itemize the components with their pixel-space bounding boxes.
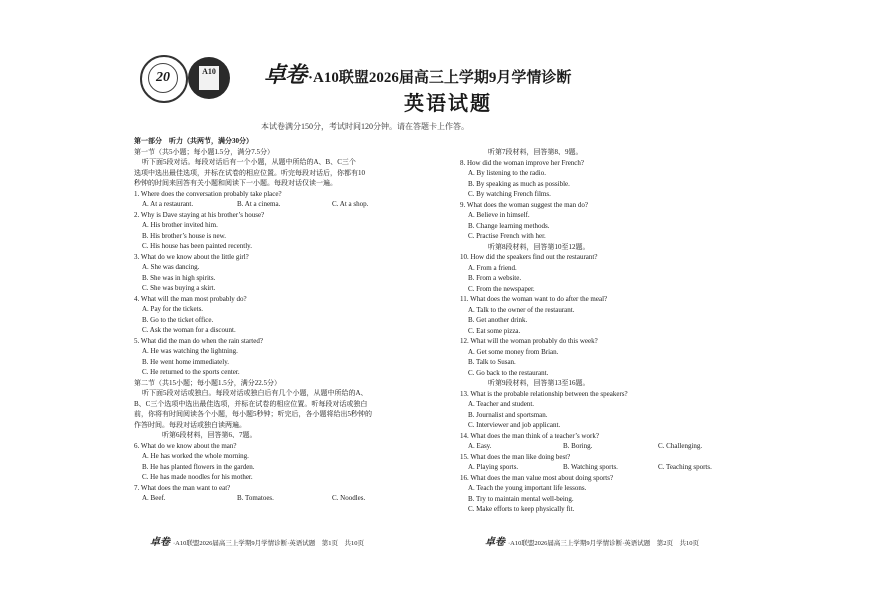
text-line: B. By speaking as much as possible. <box>468 179 570 188</box>
text-line: B. He went home immediately. <box>142 357 230 366</box>
option-text: C. Teaching sports. <box>658 463 712 471</box>
text-line: 12. What will the woman probably do this week? <box>460 337 598 345</box>
text-line: B. He has planted flowers in the garden. <box>142 462 255 471</box>
exam-title <box>264 58 571 89</box>
text-line: 10. How did the speakers find out the restaurant? <box>460 253 598 261</box>
text-line: B. Change learning methods. <box>468 221 550 230</box>
text-line: A. Pay for the tickets. <box>142 305 204 313</box>
text-line: A. She was dancing. <box>142 263 200 271</box>
brand-mark: 卓卷 <box>264 62 307 87</box>
option-text: A. At a restaurant. <box>142 200 194 208</box>
text-line: B、C三个选项中选出最佳选项，并标在试卷的相应位置。听每段对话或独白 <box>134 399 368 408</box>
text-line: A. Believe in himself. <box>468 211 530 219</box>
text-line: 13. What is the probable relationship between the speakers? <box>460 389 628 398</box>
text-line: 9. What does the woman suggest the man do? <box>460 200 588 209</box>
text-line: 第一部分 听力（共两节，满分30分） <box>134 137 253 145</box>
text-line: C. She was buying a skirt. <box>142 284 216 292</box>
footer-right <box>485 533 699 548</box>
text-line: C. Interviewer and job applicant. <box>468 421 561 429</box>
text-line <box>460 441 750 452</box>
exam-note: 本试卷满分150分，考试时间120分钟。请在答题卡上作答。 <box>261 122 469 131</box>
text-line: 2. Why is Dave staying at his brother’s house? <box>134 210 265 219</box>
left-column <box>134 136 434 504</box>
text-line: C. Make efforts to keep physically fit. <box>468 505 575 513</box>
text-line: B. Talk to Susan. <box>468 358 516 366</box>
text-line: 15. What does the man like doing best? <box>460 452 571 461</box>
text-line: B. She was in high spirits. <box>142 273 216 282</box>
option-text: A. Playing sports. <box>468 463 519 471</box>
option-text: A. Easy. <box>468 442 492 450</box>
exam-title-text: ·A10联盟2026届高三上学期9月学情诊断 <box>308 70 572 86</box>
text-line: C. He returned to the sports center. <box>142 368 240 376</box>
text-line: 8. How did the woman improve her French? <box>460 158 585 167</box>
text-line: 听下面5段对话。每段对话后有一个小题，从题中所给的A、B、C三个 <box>142 158 356 166</box>
text-line: 秒钟的时间来回答有关小题和阅读下一小题。每段对话仅读一遍。 <box>134 179 337 187</box>
text-line: 听下面5段对话或独白。每段对话或独白后有几个小题，从题中所给的A、 <box>142 389 368 397</box>
option-text: B. Watching sports. <box>563 463 618 471</box>
text-line: A. He was watching the lightning. <box>142 347 238 355</box>
text-line: 听第9段材料，回答第13至16题。 <box>488 379 590 387</box>
text-line: 3. What do we know about the little girl? <box>134 252 249 261</box>
option-text: B. Tomatoes. <box>237 494 274 502</box>
text-line: A. Talk to the owner of the restaurant. <box>468 305 575 314</box>
school-seal-logo <box>140 55 188 103</box>
text-line: 6. What do we know about the man? <box>134 441 237 450</box>
subject-title: 英语试题 <box>404 93 492 115</box>
text-line <box>134 199 434 210</box>
text-line: C. Practise French with her. <box>468 232 546 240</box>
footer-left <box>150 533 364 548</box>
option-text: A. Beef. <box>142 494 166 502</box>
text-line: A. By listening to the radio. <box>468 169 546 177</box>
text-line: C. Go back to the restaurant. <box>468 368 549 377</box>
text-line: 作答时间。每段对话或独白读两遍。 <box>134 420 246 429</box>
text-line: B. His brother’s house is new. <box>142 231 226 240</box>
text-line: 5. What did the man do when the rain started? <box>134 336 263 345</box>
text-line: 1. Where does the conversation probably take place? <box>134 189 282 198</box>
text-line: B. Try to maintain mental well-being. <box>468 494 574 503</box>
text-line: 第一节（共5小题；每小题1.5分，满分7.5分） <box>134 147 274 156</box>
footer-right-text: ·A10联盟2026届高三上学期9月学情诊断·英语试题 第2页 共10页 <box>508 540 700 547</box>
text-line: C. His house has been painted recently. <box>142 242 252 250</box>
text-line: C. By watching French films. <box>468 190 551 198</box>
footer-brand-mark: 卓卷 <box>150 537 170 548</box>
text-line: B. From a website. <box>468 274 522 282</box>
text-line: 前，你将有时间阅读各个小题，每小题5秒钟；听完后，各小题将给出5秒钟的 <box>134 410 372 418</box>
option-text: B. Boring. <box>563 442 593 450</box>
text-line: B. Go to the ticket office. <box>142 315 214 324</box>
text-line: A. His brother invited him. <box>142 221 218 229</box>
text-line: A. Teach the young important life lessons. <box>468 484 587 492</box>
text-line: 听第8段材料，回答第10至12题。 <box>488 242 590 251</box>
text-line: C. Ask the woman for a discount. <box>142 326 236 334</box>
option-text: C. Noodles. <box>332 494 366 502</box>
text-line <box>134 493 434 504</box>
text-line: C. He has made noodles for his mother. <box>142 473 253 481</box>
text-line <box>460 462 750 473</box>
text-line: 第二节（共15小题；每小题1.5分，满分22.5分） <box>134 378 281 387</box>
text-line: A. Get some money from Brian. <box>468 347 559 356</box>
alliance-seal-text: A10 <box>199 66 219 90</box>
text-line: B. Journalist and sportsman. <box>468 410 548 419</box>
option-text: C. Challenging. <box>658 442 703 450</box>
text-line: A. From a friend. <box>468 263 517 272</box>
text-line: 选项中选出最佳选项，并标在试卷的相应位置。听完每段对话后，你都有10 <box>134 168 365 177</box>
text-line: 7. What does the man want to eat? <box>134 483 231 492</box>
text-line: C. Eat some pizza. <box>468 326 521 335</box>
option-text: B. At a cinema. <box>237 200 281 208</box>
seal-anniversary-number: 20 <box>148 63 178 93</box>
text-line: 听第7段材料，回答第8、9题。 <box>488 148 583 156</box>
text-line: A. He has worked the whole morning. <box>142 452 249 460</box>
text-line: 4. What will the man most probably do? <box>134 294 247 303</box>
text-line: 16. What does the man value most about doing sports? <box>460 473 614 482</box>
text-line: B. Get another drink. <box>468 316 528 324</box>
text-line: C. From the newspaper. <box>468 284 535 293</box>
footer-left-text: ·A10联盟2026届高三上学期9月学情诊断·英语试题 第1页 共10页 <box>173 540 365 547</box>
alliance-seal-logo <box>188 57 230 99</box>
text-line: 听第6段材料，回答第6、7题。 <box>162 431 257 439</box>
text-line: 14. What does the man think of a teacher’s work? <box>460 431 599 440</box>
footer-brand-mark: 卓卷 <box>485 537 505 548</box>
text-line: A. Teacher and student. <box>468 400 535 408</box>
text-line: 11. What does the woman want to do after the meal? <box>460 295 608 303</box>
option-text: C. At a shop. <box>332 200 369 208</box>
right-column <box>460 147 750 515</box>
